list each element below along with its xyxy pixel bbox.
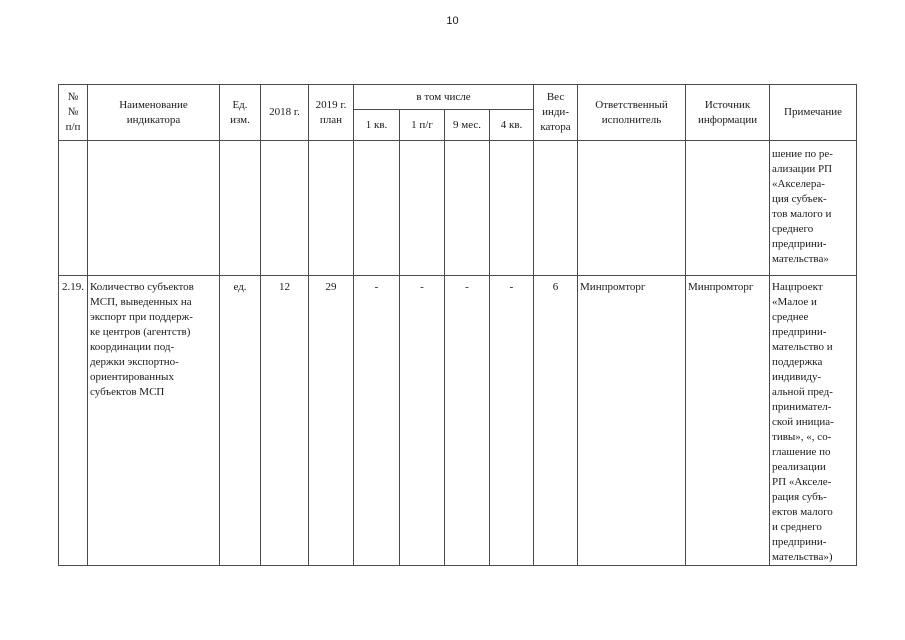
header-responsible: Ответственный исполнитель bbox=[578, 85, 686, 141]
cell-unit: ед. bbox=[220, 276, 261, 566]
header-2018: 2018 г. bbox=[261, 85, 309, 141]
indicators-table bbox=[58, 84, 857, 566]
cell-h1: - bbox=[400, 276, 445, 566]
cell-q1 bbox=[354, 141, 400, 276]
cell-source bbox=[686, 141, 770, 276]
table-header-row bbox=[59, 85, 857, 110]
cell-2019-plan bbox=[309, 141, 354, 276]
cell-source: Минпромторг bbox=[686, 276, 770, 566]
table-row bbox=[59, 276, 857, 566]
header-note: Примечание bbox=[770, 85, 857, 141]
cell-number bbox=[59, 141, 88, 276]
cell-weight: 6 bbox=[534, 276, 578, 566]
header-including: в том числе bbox=[354, 85, 534, 110]
cell-responsible bbox=[578, 141, 686, 276]
cell-weight bbox=[534, 141, 578, 276]
cell-2018: 12 bbox=[261, 276, 309, 566]
cell-2019-plan: 29 bbox=[309, 276, 354, 566]
header-q1: 1 кв. bbox=[354, 110, 400, 141]
cell-responsible: Минпромторг bbox=[578, 276, 686, 566]
header-9-months: 9 мес. bbox=[445, 110, 490, 141]
cell-h1 bbox=[400, 141, 445, 276]
cell-indicator-name bbox=[88, 141, 220, 276]
cell-2018 bbox=[261, 141, 309, 276]
cell-q4: - bbox=[490, 276, 534, 566]
cell-q1: - bbox=[354, 276, 400, 566]
header-q4: 4 кв. bbox=[490, 110, 534, 141]
header-weight: Вес инди- катора bbox=[534, 85, 578, 141]
cell-indicator-name: Количество субъектов МСП, выведенных на экспорт при поддерж- ке центров (агентств) координации под- держки экспортно- ориентированных субъектов МСП bbox=[88, 276, 220, 566]
cell-9-months: - bbox=[445, 276, 490, 566]
header-unit: Ед. изм. bbox=[220, 85, 261, 141]
cell-note: шение по ре- ализации РП «Акселера- ция субъек- тов малого и среднего предприни- мательства» bbox=[770, 141, 857, 276]
cell-unit bbox=[220, 141, 261, 276]
header-h1: 1 п/г bbox=[400, 110, 445, 141]
header-indicator-name: Наименование индикатора bbox=[88, 85, 220, 141]
cell-q4 bbox=[490, 141, 534, 276]
cell-note: Нацпроект «Малое и среднее предприни- мательство и поддержка индивиду- альной пред- принимател- ской инициа- тивы», «, со- глашение по реализации РП «Акселе- рация субъ- ектов малого и среднего предприни- мательства») bbox=[770, 276, 857, 566]
header-2019-plan: 2019 г. план bbox=[309, 85, 354, 141]
header-number: № № п/п bbox=[59, 85, 88, 141]
cell-number: 2.19. bbox=[59, 276, 88, 566]
header-source: Источник информации bbox=[686, 85, 770, 141]
cell-9-months bbox=[445, 141, 490, 276]
page-number: 10 bbox=[446, 15, 459, 27]
table-row bbox=[59, 141, 857, 276]
